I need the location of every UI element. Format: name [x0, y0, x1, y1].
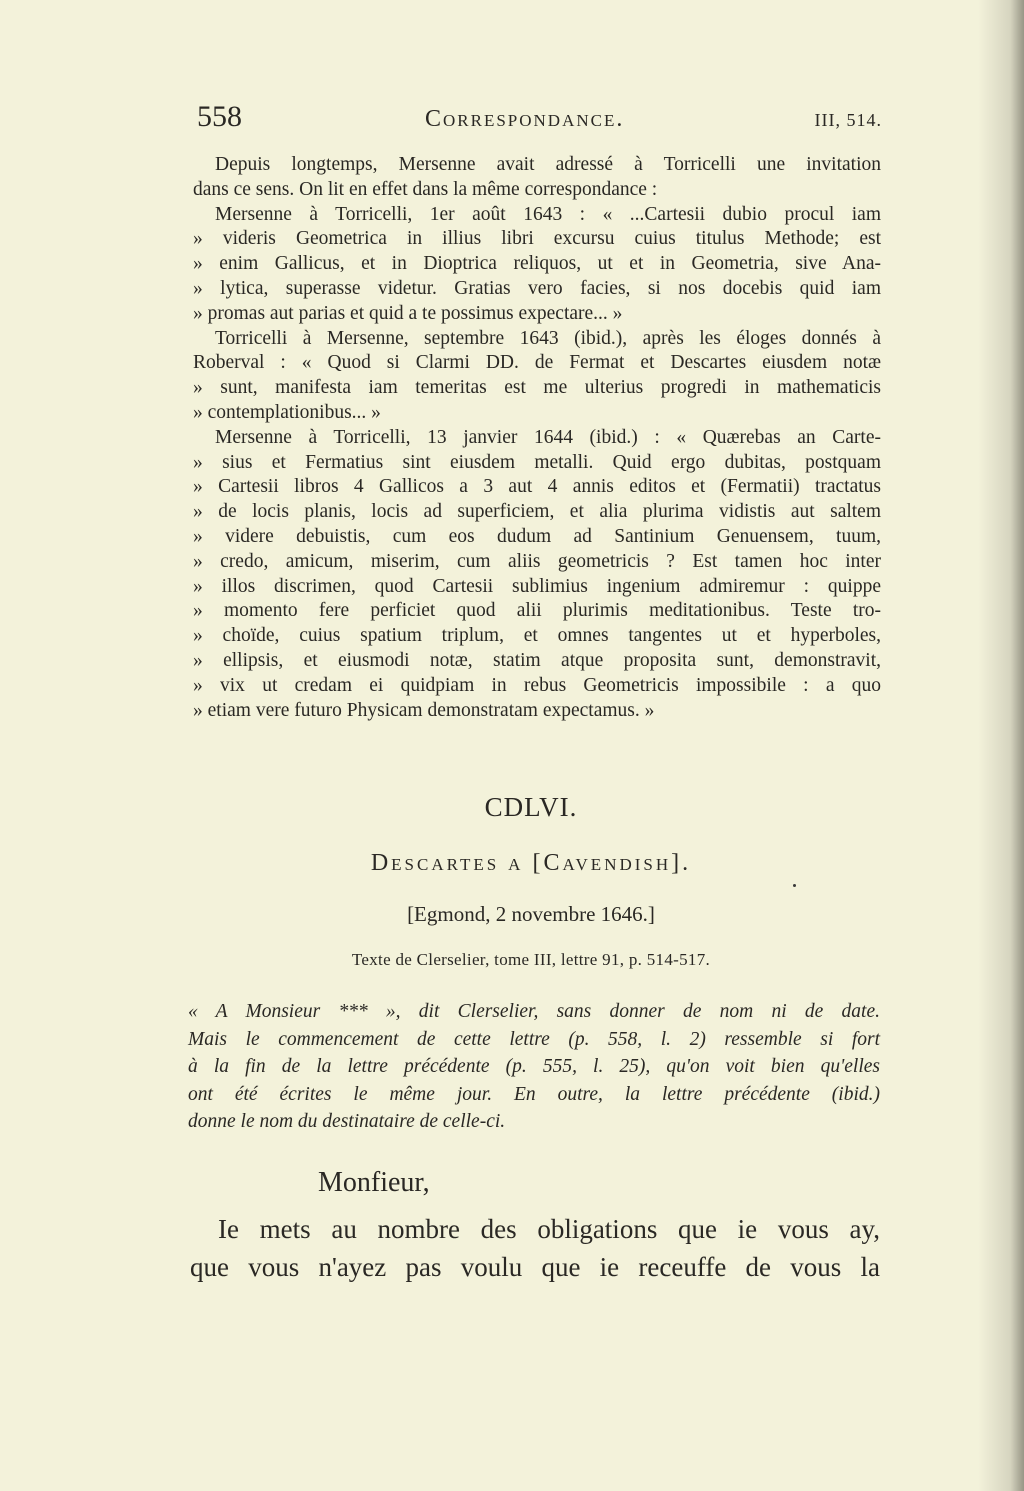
- note-line: » de locis planis, locis ad superficiem, et alia plurima vidistis aut saltem: [193, 500, 881, 525]
- note-line: » momento fere perficiet quod alii plurimis meditationibus. Teste tro-: [193, 599, 881, 624]
- note-line: Depuis longtemps, Mersenne avait adressé à Torricelli une invitation: [215, 154, 881, 175]
- note-line: » videre debuistis, cum eos dudum ad Santinium Genuensem, tuum,: [193, 525, 881, 550]
- note-line: Mersenne à Torricelli, 1er août 1643 : « ...Cartesii dubio procul iam: [215, 203, 881, 225]
- letter-body: [190, 1210, 880, 1286]
- page-number: 558: [197, 100, 242, 133]
- editor-note-line: « A Monsieur *** », dit Clerselier, sans donner de nom ni de date.: [188, 1001, 880, 1022]
- footnote-block: [193, 153, 881, 723]
- page-edge-shadow: [978, 0, 1024, 1491]
- body-line: que vous n'ayez pas voulu que ie receuffe de vous la: [190, 1252, 880, 1282]
- editor-note-line: Mais le commencement de cette lettre (p. 558, l. 2) ressemble si fort: [188, 1028, 880, 1050]
- note-line: » videris Geometrica in illius libri excursu cuius titulus Methode; est: [193, 227, 881, 252]
- salutation: Monfieur,: [318, 1167, 430, 1198]
- note-line: » vix ut credam ei quidpiam in rebus Geometricis impossibile : a quo: [193, 674, 881, 699]
- note-line: » etiam vere futuro Physicam demonstratam expectamus. »: [193, 699, 881, 724]
- print-speck: [793, 884, 796, 887]
- body-line: Ie mets au nombre des obligations que ie vous ay,: [218, 1214, 880, 1244]
- editor-note-line: ont été écrites le même jour. En outre, la lettre précédente (ibid.): [188, 1083, 880, 1105]
- letter-title: Descartes a [Cavendish].: [370, 850, 692, 876]
- note-line: » illos discrimen, quod Cartesii sublimius ingenium admiremur : quippe: [193, 575, 881, 600]
- note-line: » ellipsis, et eiusmodi notæ, statim atque proposita sunt, demonstravit,: [193, 649, 881, 674]
- note-line: Mersenne à Torricelli, 13 janvier 1644 (ibid.) : « Quærebas an Carte-: [215, 426, 881, 448]
- section-reference: III, 514.: [814, 110, 882, 130]
- note-line: » promas aut parias et quid a te possimus expectare... »: [193, 302, 881, 327]
- letter-source: Texte de Clerselier, tome III, lettre 91, p. 514-517.: [351, 950, 711, 969]
- note-line: » choïde, cuius spatium triplum, et omnes tangentes ut et hyperboles,: [193, 624, 881, 649]
- page-header: [197, 100, 882, 140]
- running-head: Correspondance.: [425, 106, 625, 132]
- letter-number: CDLVI.: [484, 792, 578, 822]
- note-line: » sunt, manifesta iam temeritas est me ulterius progredi in mathematicis: [193, 376, 881, 401]
- letter-place-date: [Egmond, 2 novembre 1646.]: [407, 902, 655, 926]
- note-line: » sius et Fermatius sint eiusdem metalli. Quid ergo dubitas, postquam: [193, 451, 881, 476]
- note-line: » credo, amicum, miserim, cum aliis geometricis ? Est tamen hoc inter: [193, 550, 881, 575]
- note-line: » contemplationibus... »: [193, 401, 881, 426]
- note-line: Roberval : « Quod si Clarmi DD. de Fermat et Descartes eiusdem notæ: [193, 352, 881, 374]
- editor-note-line: à la fin de la lettre précédente (p. 555, l. 25), qu'on voit bien qu'elles: [188, 1056, 880, 1077]
- note-line: » enim Gallicus, et in Dioptrica reliquos, ut et in Geometria, sive Ana-: [193, 252, 881, 277]
- note-line: » Cartesii libros 4 Gallicos a 3 aut 4 annis editos et (Fermatii) tractatus: [193, 475, 881, 500]
- editor-note-line: donne le nom du destinataire de celle-ci.: [188, 1111, 506, 1132]
- note-line: » lytica, superasse videtur. Gratias vero facies, si nos docebis quid iam: [193, 277, 881, 302]
- editor-note: [188, 998, 880, 1136]
- note-line: dans ce sens. On lit en effet dans la même correspondance :: [193, 178, 658, 200]
- note-line: Torricelli à Mersenne, septembre 1643 (ibid.), après les éloges donnés à: [215, 327, 881, 349]
